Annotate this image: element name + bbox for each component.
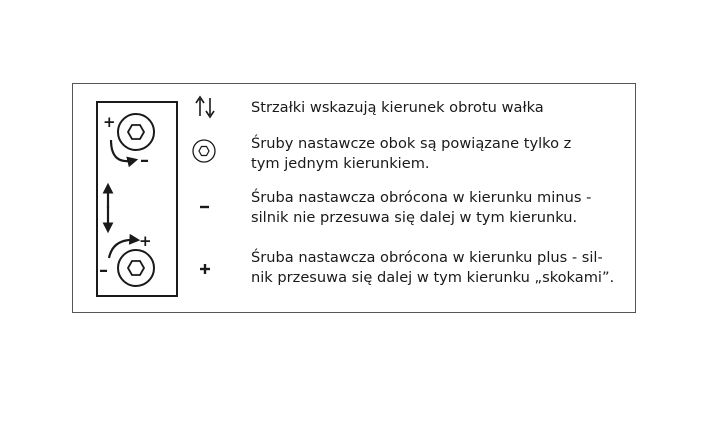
bottom-screw-icon	[118, 250, 154, 286]
minus-sign-icon	[197, 202, 213, 212]
legend-row-plus	[251, 248, 614, 288]
legend-row-minus	[251, 188, 591, 228]
legend-box	[72, 83, 636, 313]
rotation-diagram	[73, 84, 253, 314]
legend-text-line: tym jednym kierunkiem.	[251, 155, 430, 172]
up-down-arrows-icon	[191, 94, 221, 120]
top-plus-sign: +	[103, 113, 116, 131]
adjusting-screw-icon	[189, 136, 219, 166]
bottom-plus-sign: +	[139, 232, 152, 250]
legend-row-screw	[251, 134, 571, 174]
top-screw-icon	[118, 114, 154, 150]
legend-text-line: Śruba nastawcza obrócona w kierunku plus - sil-	[251, 249, 603, 266]
legend-text-line: Strzałki wskazują kierunek obrotu wałka	[251, 99, 544, 116]
bottom-minus-sign: –	[99, 260, 108, 281]
top-minus-sign: –	[140, 150, 149, 171]
legend-text-line: Śruba nastawcza obrócona w kierunku minus -	[251, 189, 592, 206]
legend-row-arrows	[251, 98, 544, 118]
plus-sign-icon	[197, 261, 213, 277]
legend-text-line: nik przesuwa się dalej w tym kierunku „skokami”.	[251, 269, 615, 286]
legend-text-line: Śruby nastawcze obok są powiązane tylko z	[251, 135, 572, 152]
legend-text-line: silnik nie przesuwa się dalej w tym kierunku.	[251, 209, 578, 226]
